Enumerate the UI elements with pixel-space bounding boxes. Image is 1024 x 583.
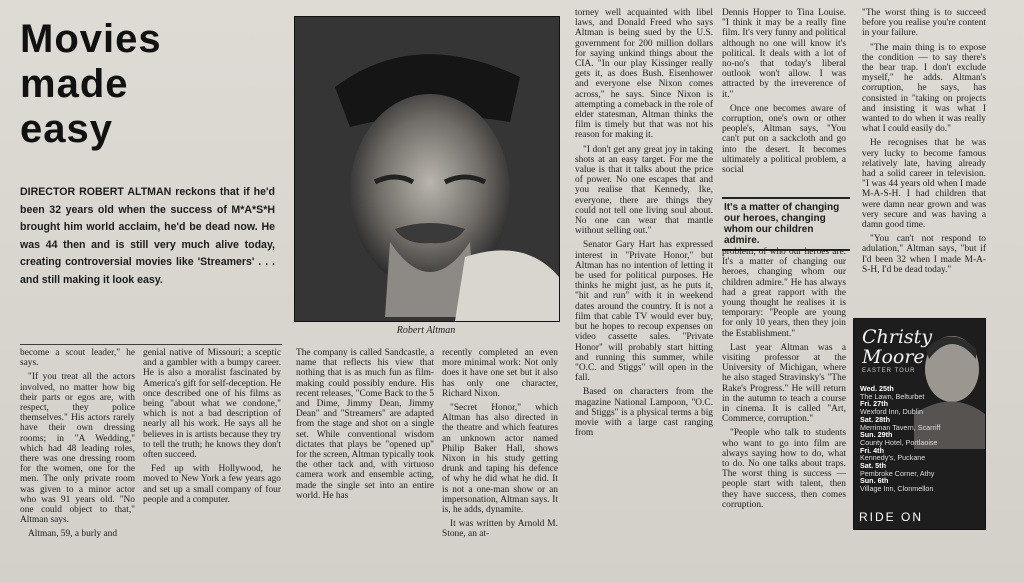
paragraph: become a scout leader," he says. bbox=[20, 348, 135, 369]
paragraph: "The main thing is to expose the condition — to say there's the bear trap. I don't exclude myself," he adds. Altman's corruption, he says, has consisted in "taking on projects and insisting it was what I wanted to do when it was really what I could easily do." bbox=[862, 42, 986, 135]
tour-venue: County Hotel, Portlaoise bbox=[860, 437, 938, 447]
tour-date: Sat. 28th bbox=[860, 414, 890, 424]
article-standfirst: DIRECTOR ROBERT ALTMAN reckons that if he'd been 32 years old when the success of M*A*S*H brought him world acclaim, he'd be dead now. He was 44 then and is still very much alive today, creating controversial movies like 'Streamers' . . . and still making it look easy. bbox=[20, 186, 275, 286]
portrait-image bbox=[295, 17, 559, 321]
tour-venue: Pembroke Corner, Athy bbox=[860, 468, 935, 478]
paragraph: "The worst thing is to succeed before you realise you're content in your failure. bbox=[862, 8, 986, 39]
advert-dates bbox=[860, 385, 980, 493]
column-3 bbox=[296, 348, 434, 505]
paragraph: The company is called Sandcastle, a name that reflects his view that nothing that is as much fun as film-making could possibly endure. His recent releases, "Come Back to the 5 and Dime, Jimmy Dean, Jimmy Dean" and "Streamers" are adapted from the stage and shot on a single set. While conventional wisdom dictates that plays be "opened up" for the screen, Altman typically took the other tack and, with virtuoso camera work and ensemble acting, made the single set into an entire world. He has bbox=[296, 348, 434, 501]
advert-title-line: Moore bbox=[862, 346, 925, 368]
paragraph: Altman, 59, a burly and bbox=[28, 529, 118, 540]
paragraph: "I don't get any great joy in taking shots at an easy target. For me the value is that it talks about the price of power. No one escapes that and you realise that Kennedy, Ike, everyone, there are things they could not tell one living soul about. No one can wear that mantle without selling out." bbox=[575, 144, 713, 237]
paragraph: problem, of who our heroes are. It's a matter of changing our heroes, changing whom our children admire." He has always had a great rapport with the young thought he realises it is temporary: "People are young for only 10 years, then they join the Establishment." bbox=[722, 247, 846, 339]
paragraph: Once one becomes aware of corruption, one's own or other people's, Altman says, "You can't put on a sackcloth and go into the desert. It becomes ultimately a political problem, a social bbox=[722, 103, 846, 176]
column-7 bbox=[862, 8, 986, 279]
tour-venue: The Lawn, Belturbet bbox=[860, 391, 925, 401]
tour-date: Sat. 5th bbox=[860, 461, 886, 471]
advert-subtitle: EASTER TOUR bbox=[862, 368, 916, 374]
advert-title-line: Christy bbox=[862, 326, 933, 348]
paragraph: Senator Gary Hart has expressed interest in "Private Honor," but Altman has no intention of letting it be used for political purposes. He thinks he might just, as he puts it, "hit and run" with it in weekend dates around the country. It is not a film that cable TV would ever buy, but he hopes to recoup expenses on video cassette sales. "Private Honor" will probably start hitting and running this summer, while "O.C. and Stiggs" will open in the fall. bbox=[575, 240, 713, 384]
paragraph: Fed up with Hollywood, he moved to New York a few years ago and set up a small company of four people and a computer. bbox=[143, 464, 281, 505]
column-1 bbox=[20, 348, 135, 544]
paragraph: recently completed an even more minimal work: Not only does it have one set but it also has only one character, Richard Nixon. bbox=[442, 348, 558, 399]
paragraph: torney well acquainted with libel laws, and Donald Freed who says Altman is being sued by the U.S. government for 200 million dollars for saying unkind things about the CIA. "In our play Kissinger really gets it, as does Bush. Eisenhower and everyone else Nixon comes across," he says. Since Nixon is attempting a comeback in the role of elder statesman, Altman thinks the film is timely but that was not his reason for making it. bbox=[575, 8, 713, 141]
column-4 bbox=[442, 348, 558, 544]
column-6-lower bbox=[722, 247, 846, 514]
paragraph: "People who talk to students who want to go into film are always saying how to do, what to do. No one talks about traps. The worst thing is success — people start with talent, then they have success, then comes corruption. bbox=[722, 428, 846, 510]
paragraph: It was written by Arnold M. Stone, an at- bbox=[442, 519, 558, 540]
paragraph: Last year Altman was a visiting professor at the University of Michigan, where he also staged Stravinsky's "The Rake's Progress." He will return in the autumn to teach a course in cinema. It is called "Art, Commerce, corruption." bbox=[722, 342, 846, 425]
tour-date: Sun. 6th bbox=[860, 476, 889, 486]
tour-date: Sun. 29th bbox=[860, 430, 893, 440]
advert-title bbox=[862, 327, 932, 367]
paragraph: "You can't not respond to adulation," Altman says, "but if I'd been 32 when I made M-A-S-H, I'd be dead today." bbox=[862, 234, 986, 275]
column-5 bbox=[575, 8, 713, 442]
photo-caption: Robert Altman bbox=[396, 325, 456, 336]
paragraph: Based on characters from the magazine National Lampoon, "O.C. and Stiggs" is a physical terms a big movie with a large cast ranging from bbox=[575, 387, 713, 439]
paragraph: "If you treat all the actors involved, no matter how big their parts or egos are, with respect, they police themselves." His actors rarely have their own dressing rooms; in "A Wedding," which had 48 leading roles, there was one dressing room for the women, one for the men. The only private room was given to a minor actor who was 91 years old. "No one could object to that," Altman says. bbox=[20, 372, 135, 526]
headline-line: Movies bbox=[20, 17, 162, 61]
paragraph: genial native of Missouri; a sceptic and a gambler with a bumpy career. He is also a moralist fascinated by America's gift for self-deception. He once described one of his films as being "about what we condone," which is not a bad description of nearly all his work. He says all he believes in is artists because they try to tell the truth; he knows they don't often succeed. bbox=[143, 348, 281, 461]
column-6-upper bbox=[722, 8, 846, 179]
pull-quote: It's a matter of changing our heroes, changing whom our children admire. bbox=[722, 197, 850, 251]
paragraph: "Secret Honor," which Altman has also directed in the theatre and which features an unknown actor named Philip Baker Hall, shows Nixon in his study getting drunk and taping his defence of why he did what he did. It is not a one-man show or an impersonation, Altman says. It is, he adds, dynamite. bbox=[442, 403, 558, 516]
tour-venue: Village Inn, Clonmellon bbox=[860, 484, 934, 494]
headline-line: easy bbox=[20, 107, 113, 151]
column-divider bbox=[20, 344, 282, 345]
headline-line: made bbox=[20, 62, 129, 106]
tour-date: Fri. 4th bbox=[860, 445, 884, 455]
paragraph: He recognises that he was very lucky to become famous relatively late, having already had a solid career in television. "I was 44 years old when I made M-A-S-H. I had children that were damn near grown and was very secure and was having a damn good time. bbox=[862, 138, 986, 231]
tour-date: Fri. 27th bbox=[860, 399, 888, 409]
paragraph: Dennis Hopper to Tina Louise. "I think it may be a really fine film. It's very funny and political although no one will know it's political. It deals with a lot of no-no's that today's liberal outlook won't allow. I was attracted by the irreverence of it." bbox=[722, 8, 846, 100]
article-headline bbox=[20, 18, 280, 153]
concert-advert bbox=[853, 318, 986, 530]
advert-footer: RIDE ON bbox=[859, 510, 924, 524]
tour-venue: Merriman Tavern, Scarriff bbox=[860, 422, 941, 432]
tour-date: Wed. 25th bbox=[860, 384, 894, 393]
column-2 bbox=[143, 348, 281, 509]
tour-venue: Kennedy's, Puckane bbox=[860, 453, 926, 463]
tour-venue: Wexford Inn, Dublin bbox=[860, 407, 923, 417]
portrait-photo bbox=[294, 16, 560, 322]
